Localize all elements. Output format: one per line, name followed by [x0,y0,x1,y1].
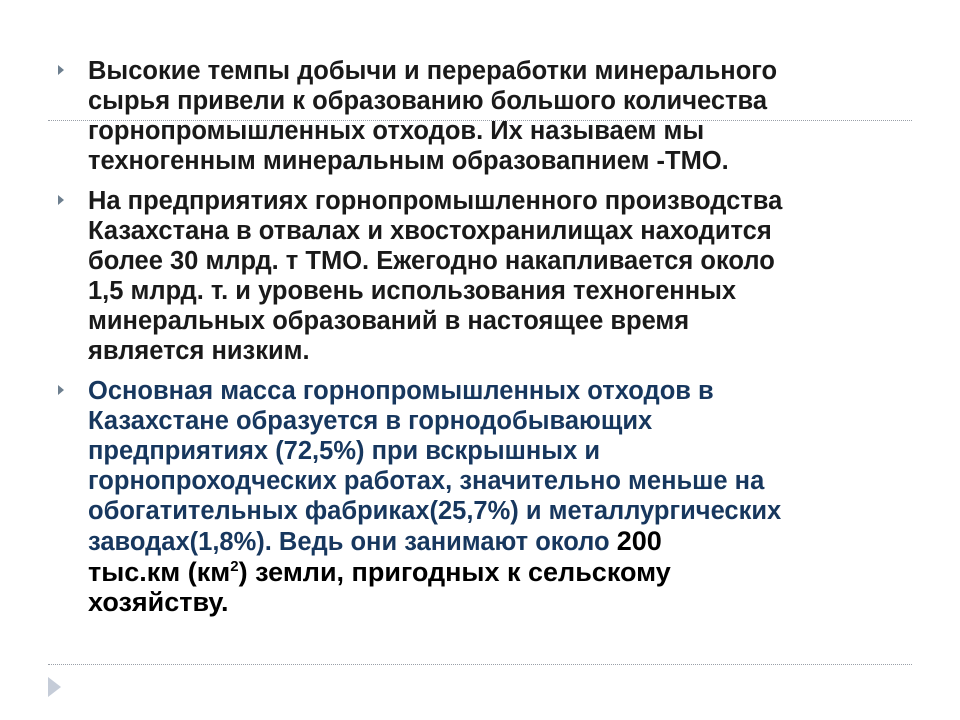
text-line: обогатительных фабриках(25,7%) и металлургических [88,497,782,525]
bottom-divider [48,664,912,665]
bullet-item-2 [58,186,918,366]
text-fragment: тыс.км (км [88,557,231,587]
text-fragment: ) земли, пригодных к сельскому [238,557,671,587]
text-line: хозяйству. [88,587,229,617]
bullet-arrow-icon [58,195,64,205]
text-line: горнопромышленных отходов. Их называем мы [88,117,705,145]
text-line: горнопроходческих работах, значительно меньше на [88,467,765,495]
text-line: более 30 млрд. т ТМО. Ежегодно накапливается около [88,247,775,275]
bullet-arrow-icon [58,65,64,75]
text-line: Казахстане образуется в горнодобывающих [88,407,653,435]
area-value: 200 [616,526,662,556]
superscript: 2 [230,558,239,575]
text-line: сырья привели к образованию большого количества [88,87,768,115]
text-line: является низким. [88,337,310,365]
text-line [88,526,918,557]
text-line: предприятиях (72,5%) при вскрышных и [88,437,601,465]
text-fragment: заводах(1,8%). Ведь они занимают около [88,528,617,556]
text-line: Высокие темпы добычи и переработки минерального [88,57,778,85]
text-line: На предприятиях горнопромышленного производства [88,187,783,215]
bullet-arrow-icon [58,385,64,395]
text-line: минеральных образований в настоящее время [88,307,690,335]
bullet-text-2 [88,186,918,366]
bullet-text-3 [88,376,918,617]
slide-body [58,56,918,627]
text-line [88,557,918,587]
bullet-item-1 [58,56,918,176]
bullet-text-1 [88,56,918,176]
text-line: 1,5 млрд. т. и уровень использования техногенных [88,277,737,305]
play-arrow-icon[interactable] [48,677,61,697]
text-line: Основная масса горнопромышленных отходов в [88,377,714,405]
bullet-item-3 [58,376,918,617]
text-line: техногенным минеральным образовапнием -ТМО. [88,147,729,175]
text-line: Казахстана в отвалах и хвостохранилищах находится [88,217,772,245]
